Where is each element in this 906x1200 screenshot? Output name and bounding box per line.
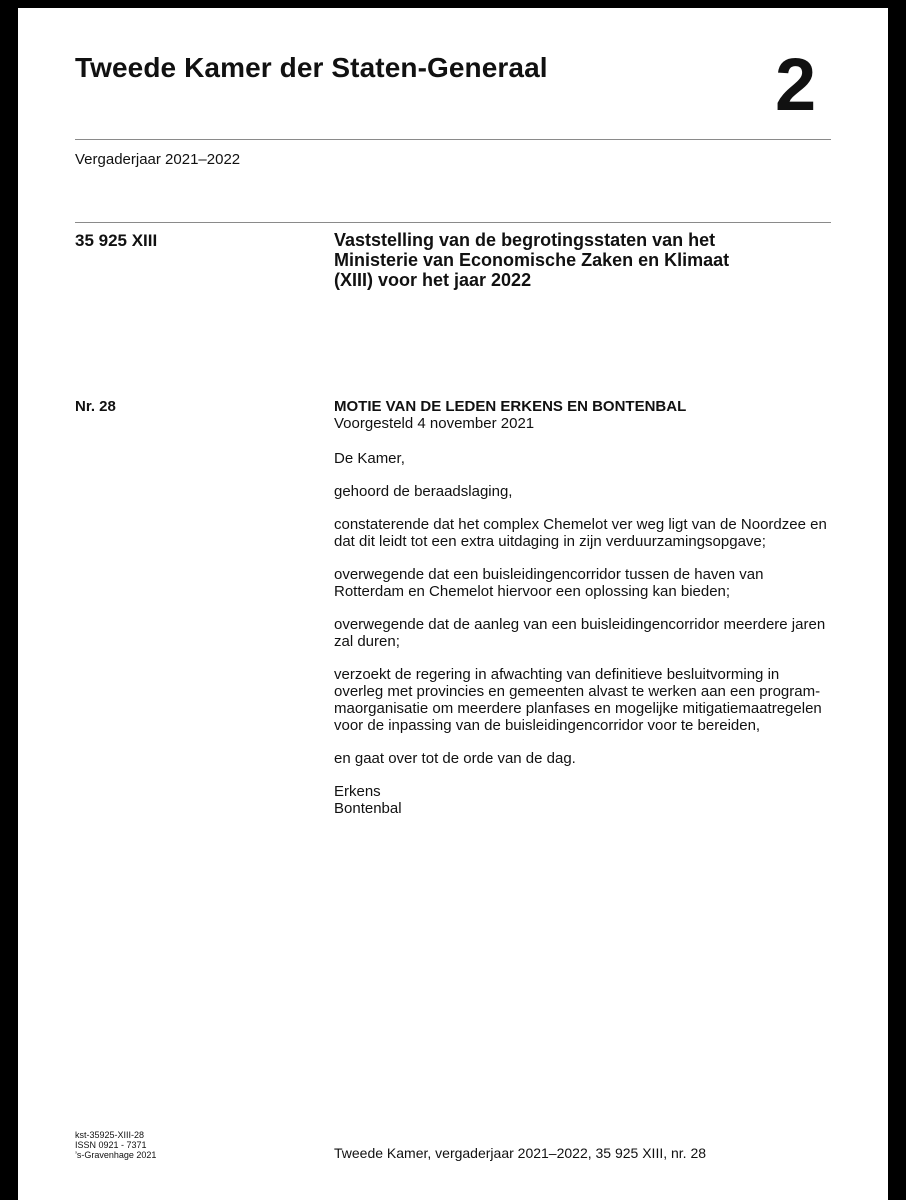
footer-place-year: ’s-Gravenhage 2021 xyxy=(75,1150,157,1160)
text-line: Rotterdam en Chemelot hiervoor een oplossing kan bieden; xyxy=(334,583,731,600)
text-line: overleg met provincies en gemeenten alvast te werken aan een program- xyxy=(334,683,821,700)
proposed-date: Voorgesteld 4 november 2021 xyxy=(334,415,535,432)
document-series-number: 2 xyxy=(775,43,817,126)
title-line: Vaststelling van de begrotingsstaten van het xyxy=(334,230,716,250)
heard-line: gehoord de beraadslaging, xyxy=(334,483,513,500)
text-line: dat dit leidt tot een extra uitdaging in zijn verduurzamingsopgave; xyxy=(334,533,766,550)
text-line: zal duren; xyxy=(334,633,400,650)
text-line: overwegende dat een buisleidingencorridor tussen de haven van xyxy=(334,566,764,583)
kst-number: 35 925 XIII xyxy=(75,231,158,250)
footer-reference: Tweede Kamer, vergaderjaar 2021–2022, 35 925 XIII, nr. 28 xyxy=(334,1145,707,1161)
title-line: Ministerie van Economische Zaken en Klimaat xyxy=(334,250,730,270)
motion-body xyxy=(334,450,844,833)
motion-heading: MOTIE VAN DE LEDEN ERKENS EN BONTENBAL xyxy=(334,398,687,415)
title-line: (XIII) voor het jaar 2022 xyxy=(334,270,532,290)
footer-kst-code: kst-35925-XIII-28 xyxy=(75,1130,145,1140)
considering-paragraph xyxy=(334,566,844,600)
chamber-title: Tweede Kamer der Staten-Generaal xyxy=(75,52,548,83)
text-line: verzoekt de regering in afwachting van definitieve besluitvorming in xyxy=(334,666,780,683)
document-page xyxy=(18,8,888,1200)
footer-identifiers xyxy=(75,1130,156,1160)
text-line: overwegende dat de aanleg van een buisleidingencorridor meerdere jaren xyxy=(334,616,826,633)
text-line: constaterende dat het complex Chemelot ver weg ligt van de Noordzee en xyxy=(334,516,827,533)
signatory: Bontenbal xyxy=(334,800,402,817)
request-paragraph xyxy=(334,666,844,734)
text-line: maorganisatie om meerdere planfases en mogelijke mitigatiemaatregelen xyxy=(334,700,822,717)
closing-line: en gaat over tot de orde van de dag. xyxy=(334,750,576,767)
header-divider xyxy=(75,139,831,140)
title-divider xyxy=(75,222,831,223)
signatories xyxy=(334,783,844,817)
opening-line: De Kamer, xyxy=(334,450,405,467)
text-line: voor de inpassing van de buisleidingencorridor voor te bereiden, xyxy=(334,717,761,734)
document-title xyxy=(334,230,834,290)
motion-number: Nr. 28 xyxy=(75,398,116,415)
footer-issn: ISSN 0921 - 7371 xyxy=(75,1140,147,1150)
considering-paragraph xyxy=(334,516,844,550)
considering-paragraph xyxy=(334,616,844,650)
signatory: Erkens xyxy=(334,783,381,800)
session-year: Vergaderjaar 2021–2022 xyxy=(75,151,241,168)
